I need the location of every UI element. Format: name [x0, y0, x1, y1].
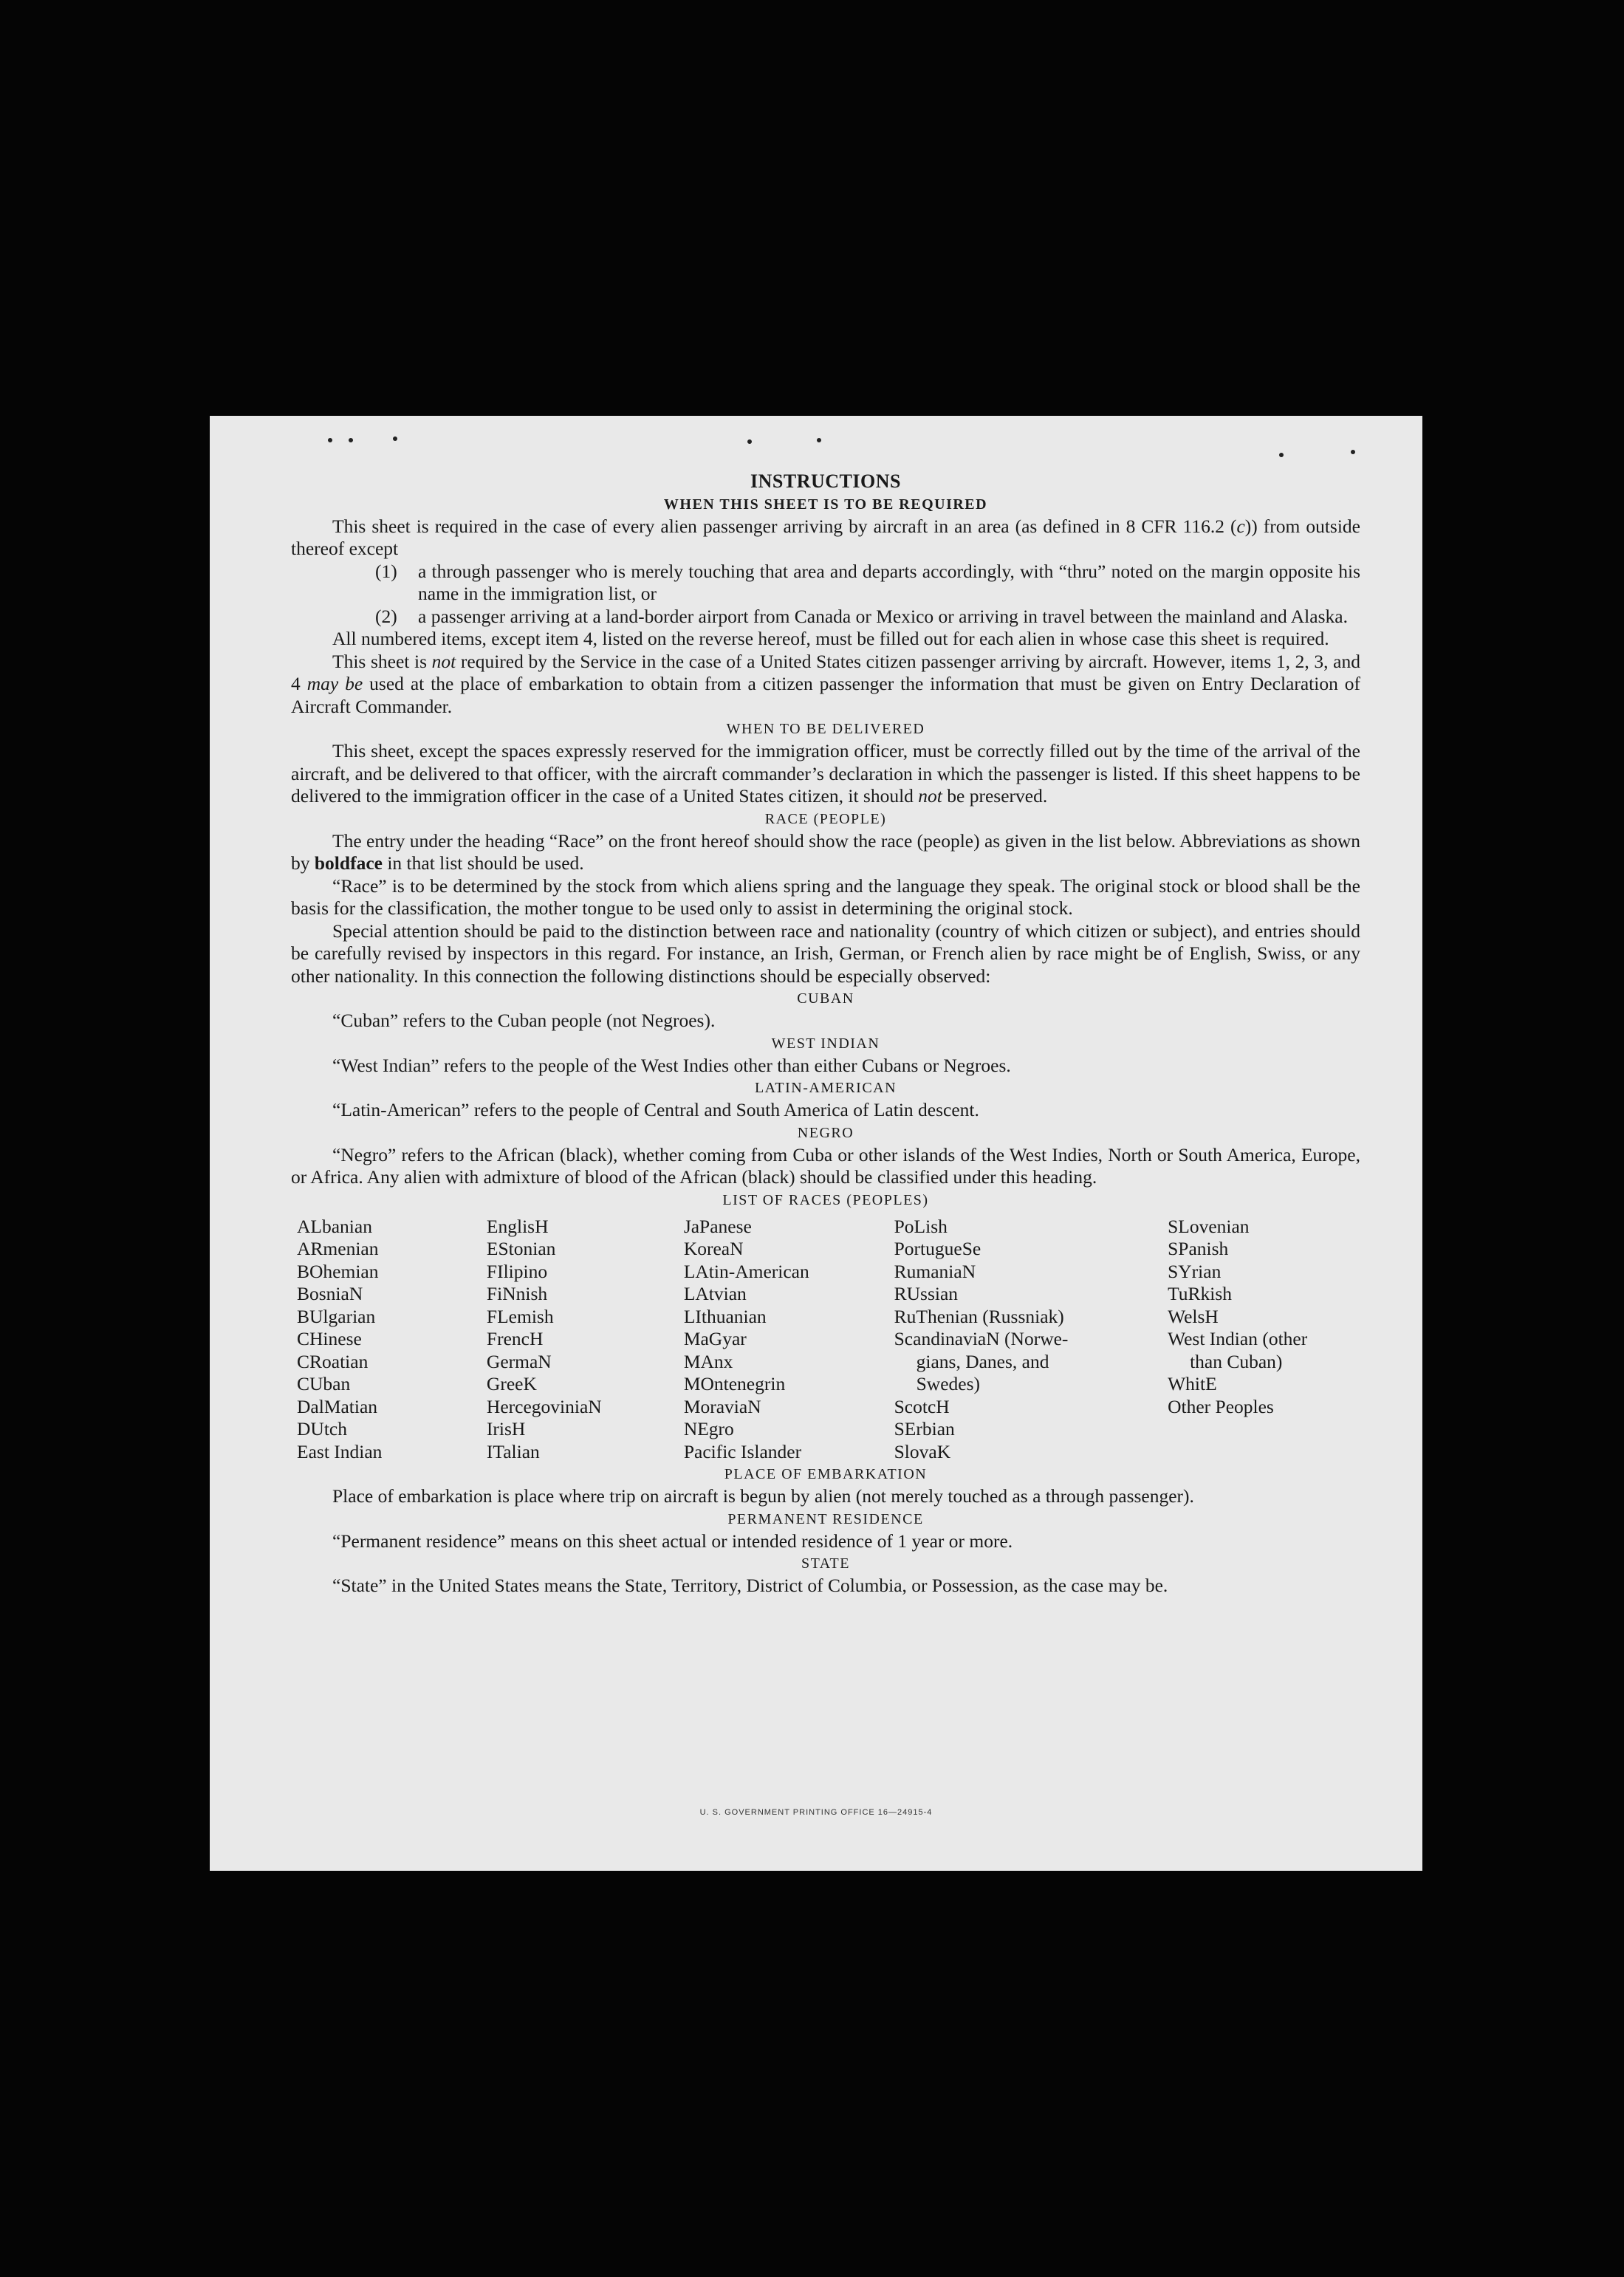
intro-text-c: c	[1236, 515, 1245, 537]
race-entry: WhitE	[1168, 1373, 1217, 1394]
race-entry: BUlgarian	[297, 1305, 376, 1327]
item-number: (2)	[375, 605, 397, 627]
punch-mark	[817, 438, 821, 442]
race-entry: MaGyar	[683, 1328, 747, 1349]
race-entry: NEgro	[683, 1418, 734, 1439]
printer-imprint: U. S. GOVERNMENT PRINTING OFFICE 16—24915-4	[699, 1808, 933, 1817]
race-entry: BosniaN	[297, 1283, 363, 1304]
race-entry-continued: Swedes)	[916, 1373, 981, 1394]
race-entry: SlovaK	[894, 1440, 951, 1462]
citizen-may-be: may be	[306, 673, 363, 694]
west-indian-paragraph: “West Indian” refers to the people of the West Indies other than either Cubans or Negroes.	[332, 1054, 1011, 1076]
intro-paragraph	[291, 516, 1360, 561]
state-paragraph: “State” in the United States means the State, Territory, District of Columbia, or Possession, as the case may be.	[332, 1575, 1168, 1596]
race-p1-boldface: boldface	[314, 852, 383, 874]
cuban-paragraph: “Cuban” refers to the Cuban people (not Negroes).	[332, 1010, 716, 1031]
race-entry: MoraviaN	[683, 1395, 761, 1417]
exception-item-1	[291, 561, 1360, 606]
citizen-text-c: used at the place of embarkation to obtain from a citizen passenger the information that must be given on Entry Declaration of Aircraft Commander.	[291, 673, 1361, 717]
section-heading-embarkation: PLACE OF EMBARKATION	[724, 1466, 928, 1482]
race-entry: DUtch	[297, 1418, 347, 1439]
race-entry: GermaN	[486, 1350, 552, 1372]
delivered-not: not	[918, 785, 942, 807]
punch-mark	[349, 438, 353, 442]
punch-mark	[1351, 450, 1355, 454]
item-number: (1)	[375, 560, 397, 582]
race-entry: SLovenian	[1168, 1215, 1250, 1237]
section-heading-list-of-races: LIST OF RACES (PEOPLES)	[722, 1191, 929, 1208]
delivered-text-a: This sheet, except the spaces expressly reserved for the immigration officer, must be correctly filled out by the time of the arrival of the aircraft, and be delivered to that officer, with the aircraft commander’s declaration in which the passenger is listed. If this sheet happens to be delivered to the immigration officer in the case of a United States citizen, it should	[291, 740, 1360, 807]
race-entry: FrencH	[486, 1328, 544, 1349]
section-heading-race: RACE (PEOPLE)	[764, 810, 887, 827]
race-entry: LAtvian	[683, 1283, 747, 1304]
race-entry: PortugueSe	[894, 1238, 981, 1259]
race-entry: JaPanese	[683, 1215, 752, 1237]
race-entry: RumaniaN	[894, 1260, 976, 1282]
race-entry: RUssian	[894, 1283, 959, 1304]
residence-paragraph: “Permanent residence” means on this sheet actual or intended residence of 1 year or more.	[332, 1530, 1013, 1552]
punch-mark	[1279, 453, 1284, 457]
race-paragraph-2: “Race” is to be determined by the stock from which aliens spring and the language they speak. The original stock or blood shall be the basis for the classification, the mother tongue to be used only to assist in determining the original stock.	[291, 874, 1360, 919]
race-entry: ITalian	[486, 1440, 540, 1462]
race-p1-text-a: The entry under the heading “Race” on the front hereof should show the race (people) as given in the list below. Abbreviations as shown by	[291, 829, 1360, 874]
race-entry: RuThenian (Russniak)	[894, 1305, 1064, 1327]
item-text: a passenger arriving at a land-border airport from Canada or Mexico or arriving in travel between the mainland and Alaska.	[418, 605, 1348, 627]
races-column-2	[487, 1216, 684, 1464]
race-p1-text-b: in that list should be used.	[382, 852, 584, 874]
race-entry: Pacific Islander	[683, 1440, 802, 1462]
race-entry-continued: than Cuban)	[1190, 1350, 1283, 1372]
race-entry: KoreaN	[683, 1238, 744, 1259]
race-entry: WelsH	[1168, 1305, 1219, 1327]
race-entry: SYrian	[1168, 1260, 1222, 1282]
document-page	[210, 416, 1422, 1871]
race-entry: EStonian	[486, 1238, 556, 1259]
intro-text-a: This sheet is required in the case of every alien passenger arriving by aircraft in an area (as defined in 8 CFR 116.2 (	[332, 515, 1237, 537]
race-entry: MAnx	[683, 1350, 733, 1372]
citizen-not: not	[431, 650, 456, 672]
race-paragraph-1	[291, 830, 1360, 875]
citizen-paragraph	[291, 651, 1360, 719]
race-entry: Other Peoples	[1168, 1395, 1274, 1417]
section-heading-when-delivered: WHEN TO BE DELIVERED	[726, 721, 925, 737]
race-entry: CRoatian	[297, 1350, 369, 1372]
race-entry: TuRkish	[1168, 1283, 1233, 1304]
page-title: INSTRUCTIONS	[750, 470, 901, 492]
section-heading-state: STATE	[801, 1555, 850, 1572]
citizen-text-a: This sheet is	[332, 650, 432, 672]
race-entry: ARmenian	[297, 1238, 379, 1259]
race-entry: FIlipino	[486, 1260, 548, 1282]
race-entry: EnglisH	[486, 1215, 549, 1237]
race-entry: IrisH	[486, 1418, 526, 1439]
section-heading-latin-american: LATIN-AMERICAN	[754, 1080, 897, 1096]
race-entry: East Indian	[297, 1440, 383, 1462]
race-entry: GreeK	[486, 1373, 537, 1394]
intro-text-b: )) from outside thereof except	[291, 515, 1360, 559]
section-heading-negro: NEGRO	[797, 1124, 854, 1141]
races-column-1	[297, 1216, 487, 1464]
race-entry: West Indian (other	[1168, 1328, 1308, 1349]
race-entry: MOntenegrin	[683, 1373, 786, 1394]
race-entry: FLemish	[486, 1305, 554, 1327]
race-entry: SErbian	[894, 1418, 955, 1439]
latin-american-paragraph: “Latin-American” refers to the people of Central and South America of Latin descent.	[332, 1099, 979, 1120]
numbered-items-paragraph: All numbered items, except item 4, listed on the reverse hereof, must be filled out for each alien in whose case this sheet is required.	[332, 628, 1329, 649]
race-paragraph-3: Special attention should be paid to the distinction between race and nationality (country of which citizen or subject), and entries should be carefully revised by inspectors in this regard. For instance, an Irish, German, or French alien by race might be of English, Swiss, or any other nationality. In this connection the following distinctions should be especially observed:	[291, 920, 1360, 987]
race-entry: CUban	[297, 1373, 351, 1394]
negro-paragraph: “Negro” refers to the African (black), whether coming from Cuba or other islands of the West Indies, North or South America, Europe, or Africa. Any alien with admixture of blood of the African (black) should be classified under this heading.	[291, 1143, 1360, 1188]
race-entry: PoLish	[894, 1215, 948, 1237]
race-entry: BOhemian	[297, 1260, 379, 1282]
race-entry: CHinese	[297, 1328, 362, 1349]
exception-item-2	[291, 606, 1360, 629]
race-entry-continued: gians, Danes, and	[916, 1350, 1049, 1372]
punch-mark	[747, 439, 752, 444]
race-entry: LAtin-American	[683, 1260, 809, 1282]
race-entry: ALbanian	[297, 1215, 372, 1237]
race-entry: ScandinaviaN (Norwe-	[894, 1328, 1069, 1349]
race-entry: HercegoviniaN	[486, 1395, 602, 1417]
races-column-3	[684, 1216, 894, 1464]
races-column-4	[894, 1216, 1168, 1464]
instructions-content	[291, 470, 1360, 1598]
race-entry: ScotcH	[894, 1395, 950, 1417]
citizen-text-b: required by the Service in the case of a United States citizen passenger arriving by aircraft. However, items 1, 2, 3, and 4	[291, 650, 1360, 694]
race-entry: SPanish	[1168, 1238, 1229, 1259]
delivered-paragraph	[291, 740, 1360, 808]
delivered-text-b: be preserved.	[942, 785, 1048, 807]
embarkation-paragraph: Place of embarkation is place where trip on aircraft is begun by alien (not merely touched as a through passenger).	[332, 1485, 1194, 1507]
section-heading-cuban: CUBAN	[797, 990, 854, 1007]
races-list	[291, 1216, 1360, 1464]
section-heading-west-indian: WEST INDIAN	[771, 1035, 880, 1052]
section-heading-residence: PERMANENT RESIDENCE	[727, 1510, 924, 1527]
punch-mark	[328, 438, 332, 442]
section-heading-when-required: WHEN THIS SHEET IS TO BE REQUIRED	[663, 496, 988, 513]
race-entry: LIthuanian	[683, 1305, 767, 1327]
punch-mark	[393, 436, 397, 441]
race-entry: DalMatian	[297, 1395, 378, 1417]
item-text: a through passenger who is merely touching that area and departs accordingly, with “thru” noted on the margin opposite his name in the immigration list, or	[418, 560, 1360, 604]
race-entry: FiNnish	[486, 1283, 548, 1304]
races-column-5	[1168, 1216, 1360, 1464]
